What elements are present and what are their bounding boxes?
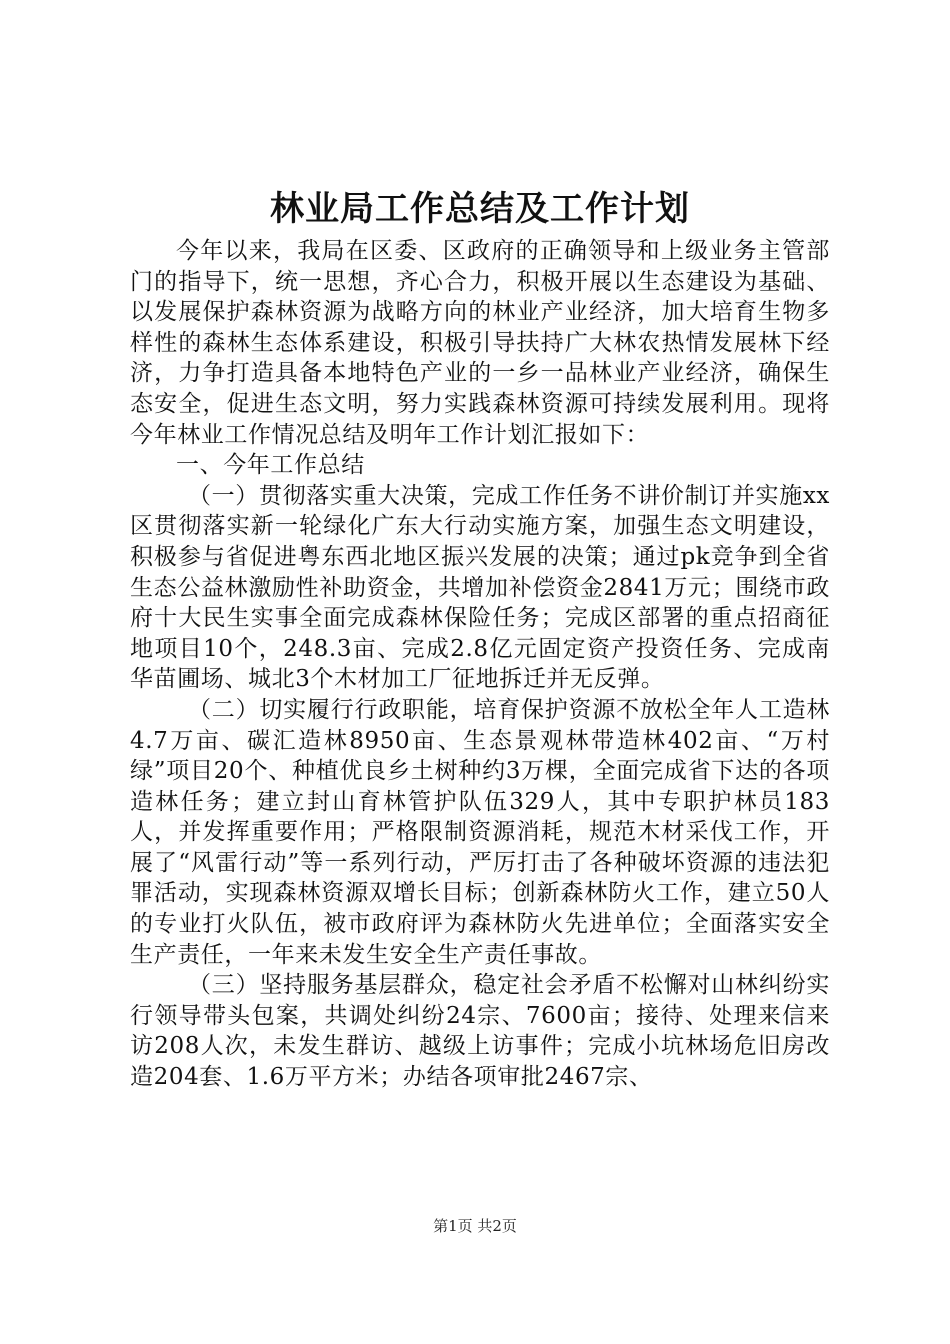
summary-item-1: （一）贯彻落实重大决策，完成工作任务不讲价制订并实施xx区贯彻落实新一轮绿化广东大行动实施方案，加强生态文明建设，积极参与省促进粤东西北地区振兴发展的决策；通过pk竞争到全省生态公益林激励性补助资金，共增加补偿资金2841万元；围绕市政府十大民生实事全面完成森林保险任务；完成区部署的重点招商征地项目10个，248.3亩、完成2.8亿元固定资产投资任务、完成南华苗圃场、城北3个木材加工厂征地拆迁并无反弹。 xyxy=(130,482,830,693)
section-heading: 一、今年工作总结 xyxy=(176,452,365,479)
intro-paragraph: 今年以来，我局在区委、区政府的正确领导和上级业务主管部门的指导下，统一思想，齐心合力，积极开展以生态建设为基础、以发展保护森林资源为战略方向的林业产业经济，加大培育生物多样性的森林生态体系建设，积极引导扶持广大林农热情发展林下经济，力争打造具备本地特色产业的一乡一品林业产业经济，确保生态安全，促进生态文明，努力实践森林资源可持续发展利用。现将今年林业工作情况总结及明年工作计划汇报如下： xyxy=(130,238,830,448)
document-body xyxy=(130,236,830,1093)
summary-item-2: （二）切实履行行政职能，培育保护资源不放松全年人工造林4.7万亩、碳汇造林8950亩、生态景观林带造林402亩、“万村绿”项目20个、种植优良乡土树种约3万棵，全面完成省下达的各项造林任务；建立封山育林管护队伍329人，其中专职护林员183人，并发挥重要作用；严格限制资源消耗，规范木材采伐工作，开展了“风雷行动”等一系列行动，严厉打击了各种破坏资源的违法犯罪活动，实现森林资源双增长目标；创新森林防火工作，建立50人的专业打火队伍，被市政府评为森林防火先进单位；全面落实安全生产责任，一年来未发生安全生产责任事故。 xyxy=(130,696,830,968)
page-footer: 第1页 共2页 xyxy=(433,1217,517,1235)
summary-item-3: （三）坚持服务基层群众，稳定社会矛盾不松懈对山林纠纷实行领导带头包案，共调处纠纷24宗、7600亩；接待、处理来信来访208人次，未发生群访、越级上访事件；完成小坑林场危旧房改造204套、1.6万平方米；办结各项审批2467宗、 xyxy=(130,972,830,1091)
document-title: 林业局工作总结及工作计划 xyxy=(270,189,690,229)
